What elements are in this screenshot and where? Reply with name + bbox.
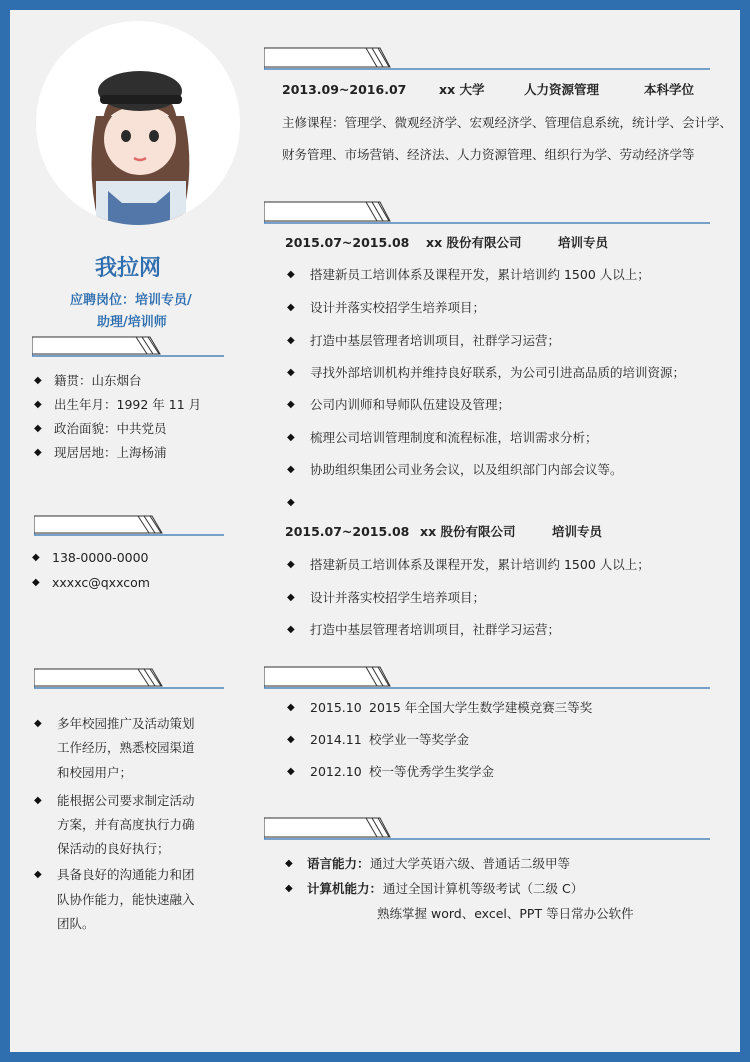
bullet-icon: ◆	[34, 423, 42, 434]
bullet-icon: ◆	[287, 702, 295, 713]
bullet-icon: ◆	[287, 302, 295, 313]
skill-language-label: 语言能力：	[307, 856, 370, 871]
experience-2-period: 2015.07~2015.08	[285, 524, 410, 539]
award-date: 2014.11	[310, 732, 362, 747]
education-major: 人力资源管理	[524, 82, 600, 97]
contact-section-header	[34, 513, 226, 537]
bullet-icon: ◆	[285, 858, 293, 869]
experience-2-company: xx 股份有限公司	[420, 524, 516, 539]
bullet-icon: ◆	[287, 624, 295, 635]
bullet-icon: ◆	[287, 734, 295, 745]
personal-hometown: 籍贯：山东烟台	[54, 373, 142, 388]
bullet-icon: ◆	[287, 464, 295, 475]
experience-1-period: 2015.07~2015.08	[285, 235, 410, 250]
education-courses-1: 主修课程：管理学、微观经济学、宏观经济学、管理信息系统，统计学、会计学、	[282, 115, 733, 130]
experience-2-item: 搭建新员工培训体系及课程开发，累计培训约 1500 人以上；	[310, 557, 650, 572]
bullet-icon: ◆	[34, 869, 42, 880]
award-text: 校学业一等奖学金	[369, 732, 470, 747]
contact-email: xxxxc@qxxcom	[52, 575, 150, 590]
bullet-icon: ◆	[287, 766, 295, 777]
experience-section-header	[264, 199, 710, 225]
bullet-icon: ◆	[287, 367, 295, 378]
self-eval-2-line-2: 方案，并有高度执行力确	[57, 817, 195, 832]
self-eval-1-line-1: 多年校园推广及活动策划	[57, 716, 195, 731]
bullet-icon: ◆	[287, 559, 295, 570]
skills-section-header	[264, 815, 710, 841]
experience-2-item: 打造中基层管理者培训项目，社群学习运营；	[310, 622, 561, 637]
experience-1-item: 协助组织集团公司业务会议，以及组织部门内部会议等。	[310, 462, 623, 477]
skill-computer-text: 通过全国计算机等级考试（二级 C）	[383, 881, 584, 896]
experience-1-item: 搭建新员工培训体系及课程开发，累计培训约 1500 人以上；	[310, 267, 650, 282]
bullet-icon: ◆	[32, 552, 40, 563]
bullet-icon: ◆	[287, 592, 295, 603]
bullet-icon: ◆	[287, 432, 295, 443]
self-eval-2-line-1: 能根据公司要求制定活动	[57, 793, 195, 808]
education-section-header	[264, 45, 710, 71]
avatar	[36, 21, 240, 225]
position-line-2: 助理/培训师	[97, 315, 167, 330]
skill-language-text: 通过大学英语六级、普通话二级甲等	[370, 856, 571, 871]
self-eval-1-line-3: 和校园用户；	[57, 765, 133, 780]
personal-birth: 出生年月：1992 年 11 月	[54, 397, 202, 412]
experience-2-item: 设计并落实校招学生培养项目；	[310, 590, 486, 605]
bullet-icon: ◆	[287, 399, 295, 410]
bullet-icon: ◆	[287, 269, 295, 280]
bullet-icon: ◆	[34, 375, 42, 386]
award-date: 2012.10	[310, 764, 362, 779]
bullet-icon: ◆	[285, 883, 293, 894]
personal-politics: 政治面貌：中共党员	[54, 421, 167, 436]
experience-1-company: xx 股份有限公司	[426, 235, 522, 250]
bullet-icon: ◆	[34, 718, 42, 729]
bullet-icon: ◆	[34, 795, 42, 806]
education-period: 2013.09~2016.07	[282, 82, 407, 97]
experience-1-item: 公司内训师和导师队伍建设及管理；	[310, 397, 511, 412]
bullet-icon: ◆	[287, 497, 295, 508]
position-line-1: 应聘岗位：培训专员/	[70, 293, 192, 308]
bullet-icon: ◆	[34, 447, 42, 458]
experience-1-item: 设计并落实校招学生培养项目；	[310, 300, 486, 315]
self-eval-3-line-3: 团队。	[57, 916, 95, 931]
self-eval-2-line-3: 保活动的良好执行；	[57, 841, 170, 856]
award-text: 校一等优秀学生奖学金	[369, 764, 495, 779]
personal-residence: 现居居地：上海杨浦	[54, 445, 167, 460]
education-school: xx 大学	[439, 82, 485, 97]
education-courses-2: 财务管理、市场营销、经济法、人力资源管理、组织行为学、劳动经济学等	[282, 147, 695, 162]
self-eval-3-line-2: 队协作能力，能快速融入	[57, 892, 195, 907]
experience-1-item: 梳理公司培训管理制度和流程标准，培训需求分析；	[310, 430, 598, 445]
bullet-icon: ◆	[32, 577, 40, 588]
skill-computer-text-2: 熟练掌握 word、excel、PPT 等日常办公软件	[377, 906, 634, 921]
skill-computer-label: 计算机能力：	[307, 881, 383, 896]
contact-phone: 138-0000-0000	[52, 550, 149, 565]
bullet-icon: ◆	[34, 399, 42, 410]
award-date: 2015.10	[310, 700, 362, 715]
self-eval-1-line-2: 工作经历，熟悉校园渠道	[57, 740, 195, 755]
self-eval-section-header	[34, 666, 226, 690]
experience-1-item: 打造中基层管理者培训项目，社群学习运营；	[310, 333, 561, 348]
experience-1-item: 寻找外部培训机构并维持良好联系，为公司引进高品质的培训资源；	[310, 365, 686, 380]
experience-1-role: 培训专员	[558, 235, 609, 250]
self-eval-3-line-1: 具备良好的沟通能力和团	[57, 867, 195, 882]
education-degree: 本科学位	[644, 82, 695, 97]
bullet-icon: ◆	[287, 335, 295, 346]
experience-2-role: 培训专员	[552, 524, 603, 539]
personal-section-header	[32, 334, 224, 358]
award-text: 2015 年全国大学生数学建模竞赛三等奖	[369, 700, 593, 715]
awards-section-header	[264, 664, 710, 690]
candidate-name: 我拉网	[95, 256, 162, 281]
